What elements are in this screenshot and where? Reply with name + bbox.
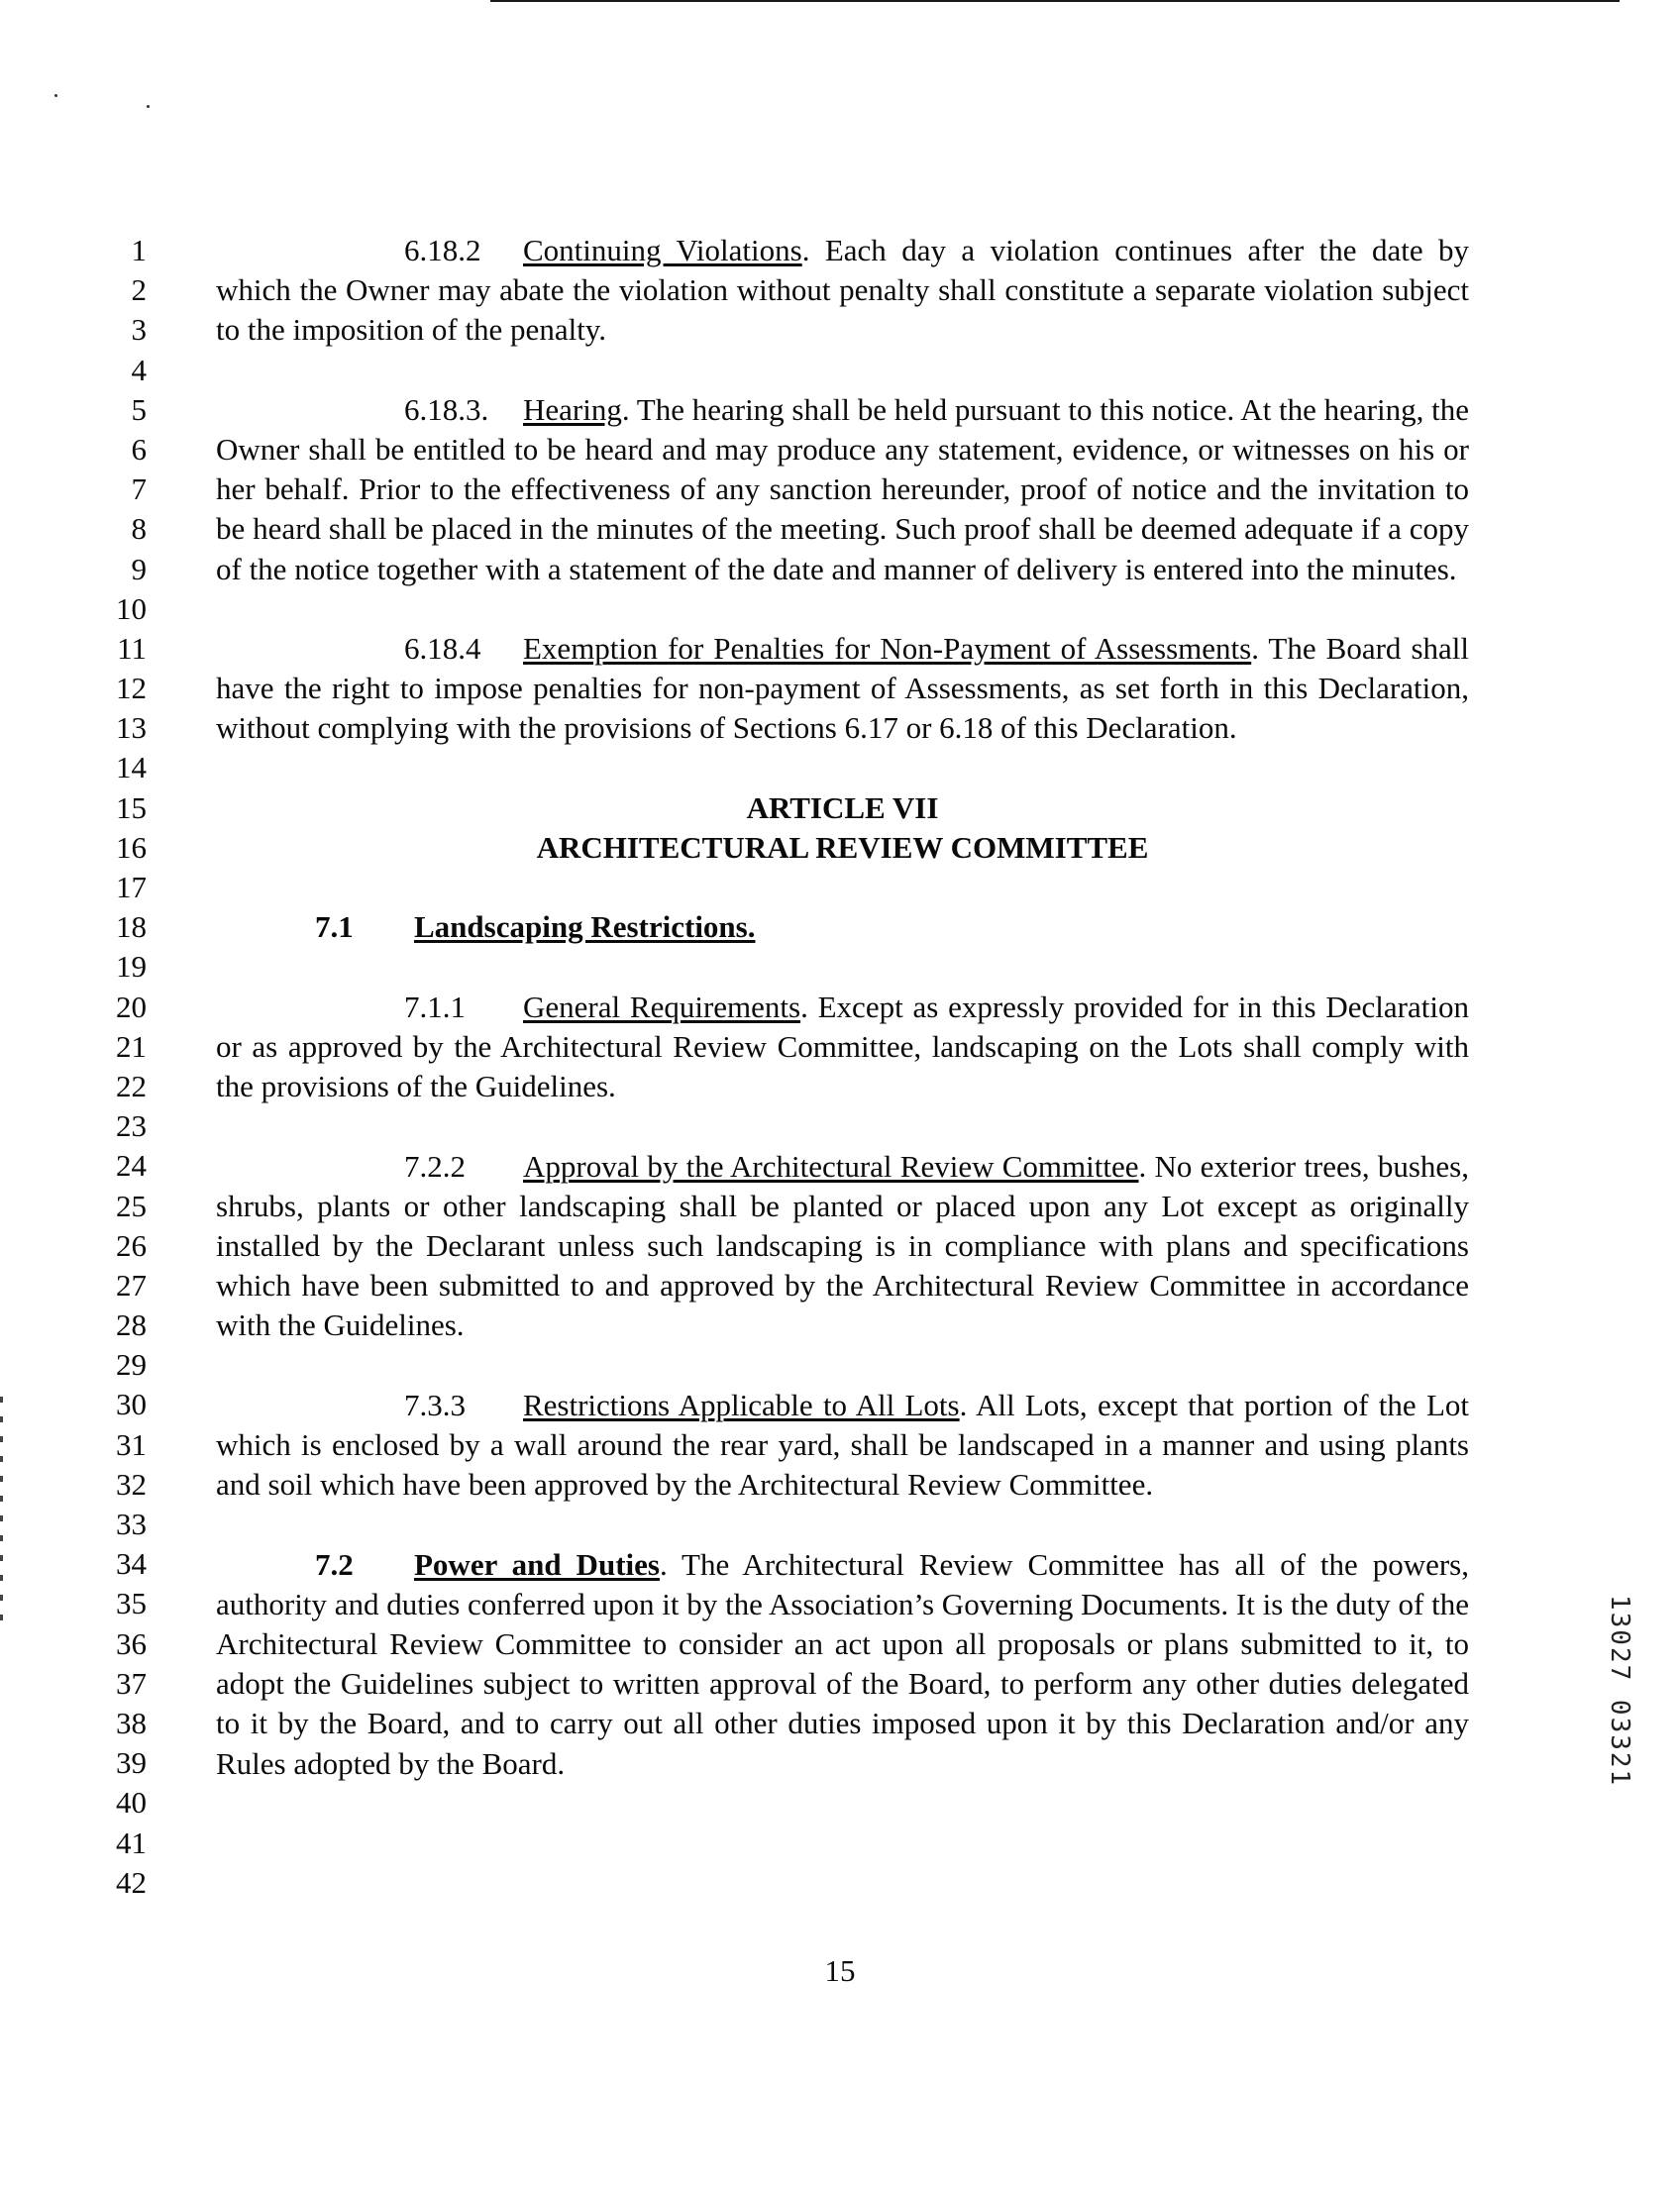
section-title: Approval by the Architectural Review Committee <box>523 1148 1139 1184</box>
section-6-18-2 <box>216 231 1469 351</box>
section-7-2 <box>216 1545 1469 1784</box>
section-text: . The hearing shall be held pursuant to this notice. At the hearing, the Owner shall be entitled to be heard and may produce any statement, evidence, or witnesses on his or her behalf. Prior to the effectiveness of any sanction hereunder, proof of notice and the invitation to be heard shall be placed in the minutes of the meeting. Such proof shall be deemed adequate if a copy of the notice together with a statement of the date and manner of delivery is entered into the minutes. <box>216 391 1470 586</box>
line-number: 7 <box>131 471 147 507</box>
line-number: 27 <box>116 1267 147 1303</box>
line-number: 39 <box>116 1745 147 1781</box>
section-text: . All Lots, except that portion of the Lot which is enclosed by a wall around the rear yard, shall be landscaped in a manner and using plants and soil which have been approved by the Architectural Review Committee. <box>216 1387 1469 1503</box>
section-number: 7.1.1 <box>404 989 466 1024</box>
section-number: 6.18.2 <box>404 233 481 267</box>
section-title: Power and Duties <box>414 1546 660 1582</box>
line-number: 19 <box>116 949 147 985</box>
section-6-18-3 <box>216 390 1469 589</box>
line-number: 42 <box>116 1864 147 1900</box>
line-number: 12 <box>116 671 147 706</box>
line-number: 5 <box>131 391 147 427</box>
section-7-2-2 <box>216 1147 1469 1346</box>
line-number: 25 <box>116 1188 147 1223</box>
line-number: 6 <box>131 431 147 467</box>
line-number: 2 <box>131 272 147 308</box>
scan-speck <box>54 94 57 97</box>
article-title: ARCHITECTURAL REVIEW COMMITTEE <box>536 830 1149 865</box>
section-title: Continuing Violations <box>523 233 802 267</box>
line-number: 41 <box>116 1825 147 1860</box>
line-number: 14 <box>116 750 147 785</box>
line-number: 30 <box>116 1387 147 1422</box>
section-text: . The Board shall have the right to impose penalties for non-payment of Assessments, as set forth in this Declaration, without complying with the provisions of Sections 6.17 or 6.18 of this Declaration. <box>216 631 1469 746</box>
line-number-column <box>99 231 147 1903</box>
line-number: 18 <box>116 909 147 945</box>
line-number: 15 <box>116 789 147 825</box>
recording-stamp: 13027 03321 <box>1605 1595 1634 1788</box>
line-number: 17 <box>116 870 147 904</box>
line-number: 34 <box>116 1546 147 1582</box>
section-number: 7.2 <box>315 1546 354 1582</box>
section-number: 7.2.2 <box>404 1148 466 1184</box>
line-number: 3 <box>131 312 147 348</box>
scan-speck <box>147 105 150 108</box>
line-number: 24 <box>116 1148 147 1184</box>
section-title: Restrictions Applicable to All Lots <box>523 1387 960 1422</box>
line-number: 35 <box>116 1586 147 1621</box>
line-number: 9 <box>131 551 147 586</box>
line-number: 16 <box>116 829 147 865</box>
section-7-3-3 <box>216 1386 1469 1506</box>
line-number: 32 <box>116 1466 147 1502</box>
line-number: 40 <box>116 1785 147 1821</box>
section-title: Landscaping Restrictions. <box>414 909 756 945</box>
section-text: . No exterior trees, bushes, shrubs, plants or other landscaping shall be planted or placed upon any Lot except as originally installed by the Declarant unless such landscaping is in compliance with plans and specifications which have been submitted to and approved by the Architectural Review Committee in accordance with the Guidelines. <box>216 1148 1469 1343</box>
line-number: 10 <box>116 590 147 626</box>
document-body <box>216 231 1469 1784</box>
line-number: 31 <box>116 1426 147 1462</box>
section-title: General Requirements <box>523 989 801 1024</box>
line-number: 28 <box>116 1307 147 1343</box>
section-7-1-1 <box>216 988 1469 1107</box>
scan-border-line <box>490 0 1620 2</box>
line-number: 29 <box>116 1347 147 1383</box>
scan-edge-marks <box>0 1397 3 1634</box>
section-text: . Except as expressly provided for in this Declaration or as approved by the Architectural Review Committee, landscaping on the Lots shall comply with the provisions of the Guidelines. <box>216 989 1469 1104</box>
line-number: 38 <box>116 1705 147 1740</box>
section-6-18-4 <box>216 629 1469 749</box>
article-heading: ARTICLE VII <box>746 789 939 825</box>
section-text: . Each day a violation continues after the date by which the Owner may abate the violation without penalty shall constitute a separate violation subject to the imposition of the penalty. <box>216 233 1469 348</box>
section-text: . The Architectural Review Committee has all of the powers, authority and duties conferred upon it by the Association’s Governing Documents. It is the duty of the Architectural Review Committee to consider an act upon all proposals or plans submitted to it, to adopt the Guidelines subject to written approval of the Board, to perform any other duties delegated to it by the Board, and to carry out all other duties imposed upon it by this Declaration and/or any Rules adopted by the Board. <box>216 1546 1469 1781</box>
section-number: 7.1 <box>315 909 354 945</box>
line-number: 26 <box>116 1227 147 1263</box>
line-number: 23 <box>116 1108 147 1144</box>
line-number: 11 <box>117 630 147 666</box>
line-number: 22 <box>116 1068 147 1103</box>
section-title: Exemption for Penalties for Non-Payment of Assessments <box>523 631 1252 666</box>
section-title: Hearing <box>523 391 622 427</box>
line-number: 21 <box>116 1028 147 1064</box>
page-number: 15 <box>824 1953 856 1988</box>
line-number: 36 <box>116 1625 147 1661</box>
line-number: 33 <box>116 1507 147 1541</box>
section-number: 6.18.3. <box>404 391 489 427</box>
section-number: 7.3.3 <box>404 1387 466 1422</box>
line-number: 8 <box>131 511 147 547</box>
line-number: 4 <box>131 352 147 387</box>
line-number: 1 <box>131 233 147 267</box>
section-number: 6.18.4 <box>404 631 481 666</box>
line-number: 37 <box>116 1665 147 1701</box>
line-number: 13 <box>116 710 147 746</box>
section-7-1-heading <box>216 907 1469 947</box>
line-number: 20 <box>116 989 147 1024</box>
